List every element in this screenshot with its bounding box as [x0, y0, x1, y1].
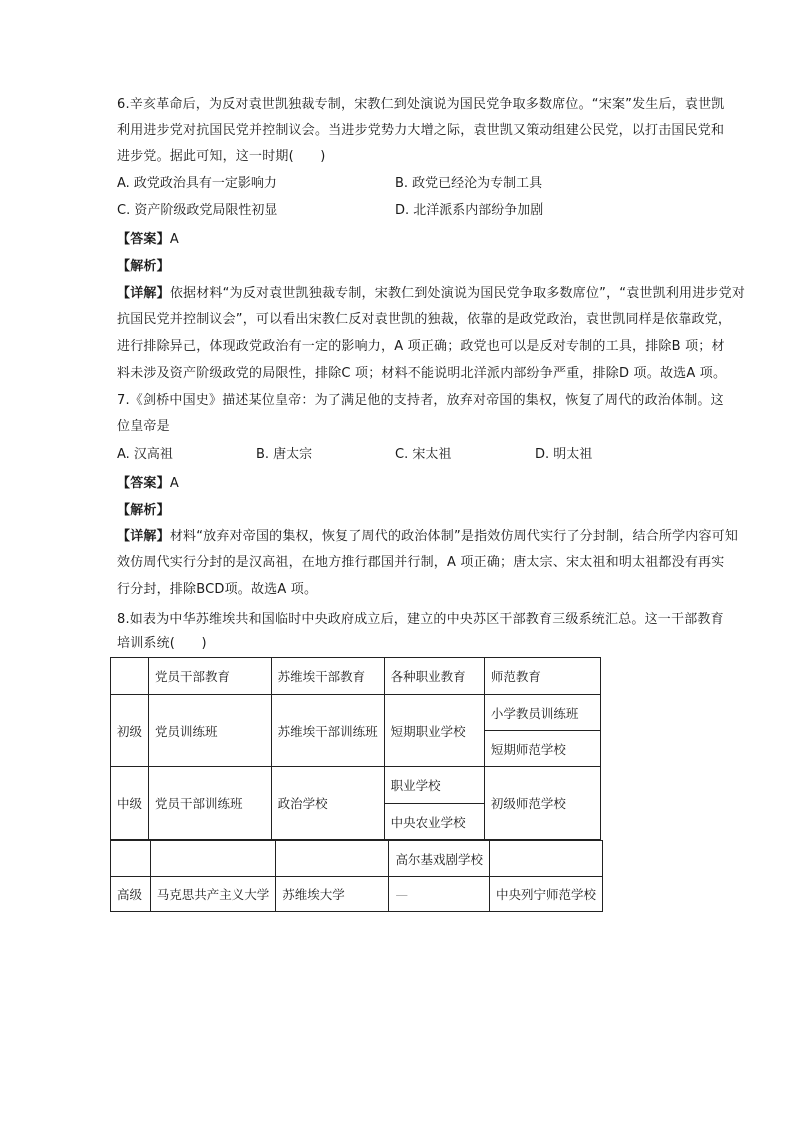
q7-analysis: [117, 502, 170, 520]
q7-detail-line-3: 行分封，排除BCD项。故选A 项。: [117, 582, 318, 597]
q7-answer-value: A: [169, 476, 179, 491]
table-header-soviet: 苏维埃干部教育: [271, 658, 384, 695]
table-header-blank: [111, 658, 149, 695]
q8-stem-line-1: 8.如表为中华苏维埃共和国临时中央政府成立后，建立的中央苏区干部教育三级系统汇总。这一干部教育: [117, 612, 724, 627]
q7-analysis-tag: 【解析】: [117, 503, 170, 518]
q6-answer: [117, 231, 179, 249]
q7-answer: [117, 475, 179, 493]
q6-stem-line-1: 6.辛亥革命后，为反对袁世凯独裁专制，宋教仁到处演说为国民党争取多数席位。“宋案”发生后，袁世凯: [117, 97, 725, 112]
q7-detail-line-1: [117, 528, 738, 546]
q6-analysis-tag: 【解析】: [117, 259, 170, 274]
table-cell: 中央农业学校: [384, 804, 484, 840]
education-system-table-continued: [110, 840, 603, 912]
table-header-party: 党员干部教育: [149, 658, 272, 695]
q6-detail-line-1: [117, 285, 745, 303]
table-cell-empty: [111, 841, 151, 877]
q7-option-c: C. 宋太祖: [395, 447, 452, 462]
table-cell-empty: [489, 841, 602, 877]
table-cell: —: [389, 877, 490, 912]
q7-stem-line-1: 7.《剑桥中国史》描述某位皇帝：为了满足他的支持者，放弃对帝国的集权，恢复了周代的政治体制。这: [117, 393, 724, 408]
table-header-vocational: 各种职业教育: [384, 658, 484, 695]
table-cell: 中央列宁师范学校: [489, 877, 602, 912]
q6-stem-line-3: 进步党。据此可知，这一时期( ): [117, 149, 326, 164]
table-cell: 小学教员训练班: [484, 695, 600, 731]
q7-option-b: B. 唐太宗: [256, 447, 313, 462]
q6-option-c: C. 资产阶级政党局限性初显: [117, 203, 278, 218]
table-cell: 苏维埃干部训练班: [271, 695, 384, 767]
table-cell: 短期职业学校: [384, 695, 484, 767]
table-header-normal: 师范教育: [484, 658, 600, 695]
table-cell: 职业学校: [384, 767, 484, 804]
q7-detail-tag: 【详解】: [117, 529, 170, 544]
q6-detail-line-4: 料未涉及资产阶级政党的局限性，排除C 项；材料不能说明北洋派内部纷争严重，排除D 项。故选A 项。: [117, 366, 727, 381]
table-cell: 马克思共产主义大学: [150, 877, 276, 912]
table-cell: 短期师范学校: [484, 731, 600, 767]
q6-option-d: D. 北洋派系内部纷争加剧: [395, 203, 544, 218]
table-cell: 初级师范学校: [484, 767, 600, 840]
q7-option-a: A. 汉高祖: [117, 447, 173, 462]
q6-detail-line-3: 进行排除异己，体现政党政治有一定的影响力，A 项正确；政党也可以是反对专制的工具，排除B 项；材: [117, 339, 725, 354]
table-cell: 党员训练班: [149, 695, 272, 767]
q6-answer-tag: 【答案】: [117, 232, 170, 247]
education-system-table: [110, 657, 601, 840]
table-row-middle: [111, 767, 601, 804]
q7-answer-tag: 【答案】: [117, 476, 170, 491]
table-cell-level: 中级: [111, 767, 149, 840]
table-cell-empty: [276, 841, 389, 877]
table-header-row: [111, 658, 601, 695]
table-row-primary: [111, 695, 601, 731]
table-cell: 政治学校: [271, 767, 384, 840]
table-cell: 苏维埃大学: [276, 877, 389, 912]
table-cell-empty: [150, 841, 276, 877]
q6-detail-tag: 【详解】: [117, 286, 170, 301]
q6-analysis: [117, 258, 170, 276]
q6-option-a: A. 政党政治具有一定影响力: [117, 176, 277, 191]
table-cell: 党员干部训练班: [149, 767, 272, 840]
q7-detail-text-1: 材料“放弃对帝国的集权，恢复了周代的政治体制”是指效仿周代实行了分封制，结合所学内容可知: [169, 529, 739, 544]
q6-detail-line-2: 抗国民党并控制议会”，可以看出宋教仁反对袁世凯的独裁，依靠的是政党政治，袁世凯同样是依靠政党，: [117, 312, 732, 327]
table-row-senior: [111, 877, 603, 912]
table-cell-level: 高级: [111, 877, 151, 912]
table-row-extra: [111, 841, 603, 877]
q6-stem-line-2: 利用进步党对抗国民党并控制议会。当进步党势力大增之际，袁世凯又策动组建公民党，以打击国民党和: [117, 123, 725, 138]
q6-option-b: B. 政党已经沦为专制工具: [395, 176, 543, 191]
q8-stem-line-2: 培训系统( ): [117, 636, 207, 651]
q7-detail-line-2: 效仿周代实行分封的是汉高祖，在地方推行郡国并行制，A 项正确；唐太宗、宋太祖和明太祖都没有再实: [117, 555, 725, 570]
q6-answer-value: A: [169, 232, 179, 247]
q7-stem-line-2: 位皇帝是: [117, 419, 170, 434]
q7-option-d: D. 明太祖: [535, 447, 593, 462]
table-cell: 高尔基戏剧学校: [389, 841, 490, 877]
q6-detail-text-1: 依据材料“为反对袁世凯独裁专制，宋教仁到处演说为国民党争取多数席位”，“袁世凯利用进步党对: [169, 286, 746, 301]
table-cell-level: 初级: [111, 695, 149, 767]
